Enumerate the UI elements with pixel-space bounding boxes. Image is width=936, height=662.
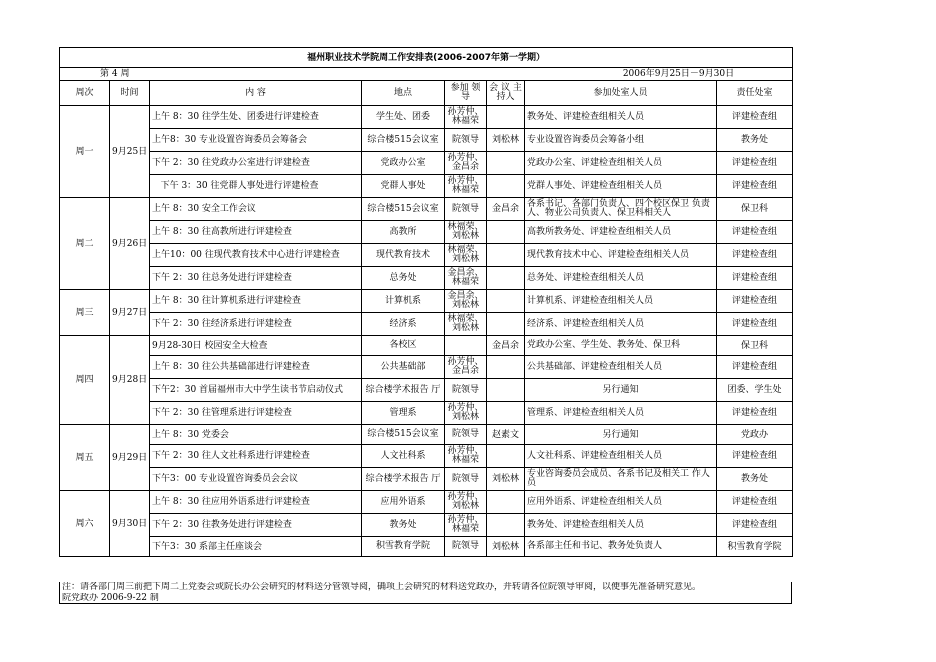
location-cell: 党政办公室 bbox=[362, 152, 445, 175]
host-cell bbox=[487, 221, 525, 244]
participants-cell: 专业设置咨询委员会筹备小组 bbox=[525, 129, 717, 152]
location-cell: 党群人事处 bbox=[362, 175, 445, 198]
participants-cell: 公共基础部、评建检查组相关人员 bbox=[525, 356, 717, 379]
schedule-row bbox=[60, 198, 793, 221]
content-cell: 下午 3：30 往党群人事处进行评建检查 bbox=[150, 175, 362, 198]
schedule-row bbox=[60, 445, 793, 468]
host-cell bbox=[487, 290, 525, 313]
participants-cell: 计算机系、评建检查组相关人员 bbox=[525, 290, 717, 313]
responsible-cell: 教务处 bbox=[717, 129, 793, 152]
page-title: 福州职业技术学院周工作安排表(2006-2007年第一学期） bbox=[60, 48, 793, 68]
participants-cell: 各系书记、各部门负责人、四个校区保卫 负责人、物业公司负责人、保卫科相关人 bbox=[525, 198, 717, 221]
leader-cell: 院领导 bbox=[445, 468, 487, 491]
responsible-cell: 党政办 bbox=[717, 425, 793, 445]
location-cell: 应用外语系 bbox=[362, 491, 445, 514]
schedule-row bbox=[60, 514, 793, 537]
content-cell: 下午 2：30 往人文社科系进行评建检查 bbox=[150, 445, 362, 468]
leader-cell: 孙芳仲、 金昌余 bbox=[445, 152, 487, 175]
location-cell: 公共基础部 bbox=[362, 356, 445, 379]
date-cell: 9月27日 bbox=[110, 290, 150, 336]
participants-cell: 经济系、评建检查组相关人员 bbox=[525, 313, 717, 336]
footer-note-text: 注：请各部门周三前把下周二上党委会或院长办公会研究的材料送分管领导阅，确项上会研究的材料送党政办，并转请各位院领导审阅，以便事先准备研究意见。 bbox=[62, 582, 702, 592]
week-label: 第 4 周 bbox=[60, 68, 150, 81]
leader-cell: 林福荣、 刘松林 bbox=[445, 244, 487, 267]
leader-cell: 院领导 bbox=[445, 379, 487, 402]
leader-cell: 孙芳仲、 刘松林 bbox=[445, 491, 487, 514]
leader-cell: 孙芳仲、 林福荣 bbox=[445, 106, 487, 129]
weekday-cell: 周四 bbox=[60, 336, 110, 425]
leader-cell: 院领导 bbox=[445, 537, 487, 557]
schedule-row bbox=[60, 290, 793, 313]
date-cell: 9月30日 bbox=[110, 491, 150, 557]
date-cell: 9月25日 bbox=[110, 106, 150, 198]
location-cell: 综合楼学术报告 厅 bbox=[362, 379, 445, 402]
date-cell: 9月29日 bbox=[110, 425, 150, 491]
header-weekday: 周次 bbox=[60, 81, 110, 106]
location-cell: 总务处 bbox=[362, 267, 445, 290]
schedule-row bbox=[60, 491, 793, 514]
schedule-row bbox=[60, 152, 793, 175]
content-cell: 下午2：30 首届福州市大中学生读书节启动仪式 bbox=[150, 379, 362, 402]
leader-cell bbox=[445, 336, 487, 356]
responsible-cell: 评建检查组 bbox=[717, 290, 793, 313]
responsible-cell: 评建检查组 bbox=[717, 402, 793, 425]
participants-cell: 人文社科系、评建检查组相关人员 bbox=[525, 445, 717, 468]
header-time: 时间 bbox=[110, 81, 150, 106]
schedule-row bbox=[60, 175, 793, 198]
header-responsible: 责任处室 bbox=[717, 81, 793, 106]
participants-cell: 另行通知 bbox=[525, 379, 717, 402]
content-cell: 上午 8：30 往应用外语系进行评建检查 bbox=[150, 491, 362, 514]
content-cell: 下午 2：30 往党政办公室进行评建检查 bbox=[150, 152, 362, 175]
content-cell: 下午 2：30 往教务处进行评建检查 bbox=[150, 514, 362, 537]
content-cell: 下午 2：30 往经济系进行评建检查 bbox=[150, 313, 362, 336]
weekday-cell: 周二 bbox=[60, 198, 110, 290]
schedule-row bbox=[60, 244, 793, 267]
host-cell: 赵素文 bbox=[487, 425, 525, 445]
host-cell bbox=[487, 313, 525, 336]
leader-cell: 孙芳仲、 林福荣 bbox=[445, 514, 487, 537]
participants-cell: 高教所教务处、评建检查组相关人员 bbox=[525, 221, 717, 244]
content-cell: 下午3：30 系部主任座谈会 bbox=[150, 537, 362, 557]
participants-cell: 总务处、评建检查组相关人员 bbox=[525, 267, 717, 290]
responsible-cell: 评建检查组 bbox=[717, 244, 793, 267]
responsible-cell: 评建检查组 bbox=[717, 514, 793, 537]
responsible-cell: 保卫科 bbox=[717, 336, 793, 356]
host-cell: 刘松林 bbox=[487, 468, 525, 491]
host-cell bbox=[487, 514, 525, 537]
location-cell: 计算机系 bbox=[362, 290, 445, 313]
host-cell: 金昌余 bbox=[487, 198, 525, 221]
location-cell: 综合楼515会议室 bbox=[362, 129, 445, 152]
leader-cell: 林福荣、 刘松林 bbox=[445, 221, 487, 244]
location-cell: 综合楼515会议室 bbox=[362, 198, 445, 221]
host-cell bbox=[487, 402, 525, 425]
responsible-cell: 评建检查组 bbox=[717, 356, 793, 379]
location-cell: 学生处、团委 bbox=[362, 106, 445, 129]
participants-cell: 各系部主任和书记、教务处负责人 bbox=[525, 537, 717, 557]
header-location: 地点 bbox=[362, 81, 445, 106]
schedule-row bbox=[60, 468, 793, 491]
location-cell: 现代教育技术 bbox=[362, 244, 445, 267]
responsible-cell: 评建检查组 bbox=[717, 313, 793, 336]
schedule-row bbox=[60, 106, 793, 129]
schedule-row bbox=[60, 356, 793, 379]
responsible-cell: 评建检查组 bbox=[717, 221, 793, 244]
host-cell: 刘松林 bbox=[487, 129, 525, 152]
leader-cell: 孙芳仲、 林福荣 bbox=[445, 445, 487, 468]
responsible-cell: 保卫科 bbox=[717, 198, 793, 221]
schedule-row bbox=[60, 537, 793, 557]
location-cell: 综合楼515会议室 bbox=[362, 425, 445, 445]
weekday-cell: 周三 bbox=[60, 290, 110, 336]
schedule-row bbox=[60, 425, 793, 445]
schedule-row bbox=[60, 336, 793, 356]
footer-issuer: 院党政办 2006-9-22 制 bbox=[62, 593, 159, 603]
header-row bbox=[60, 81, 793, 106]
host-cell bbox=[487, 175, 525, 198]
content-cell: 下午3：00 专业设置咨询委员会会议 bbox=[150, 468, 362, 491]
host-cell: 刘松林 bbox=[487, 537, 525, 557]
location-cell: 高教所 bbox=[362, 221, 445, 244]
participants-cell: 另行通知 bbox=[525, 425, 717, 445]
location-cell: 教务处 bbox=[362, 514, 445, 537]
footer-note bbox=[59, 582, 792, 604]
leader-cell: 金昌余、 刘松林 bbox=[445, 290, 487, 313]
weekday-cell: 周五 bbox=[60, 425, 110, 491]
responsible-cell: 团委、学生处 bbox=[717, 379, 793, 402]
responsible-cell: 教务处 bbox=[717, 468, 793, 491]
host-cell bbox=[487, 379, 525, 402]
responsible-cell: 评建检查组 bbox=[717, 106, 793, 129]
location-cell: 积雪教育学院 bbox=[362, 537, 445, 557]
leader-cell: 孙芳仲、 刘松林 bbox=[445, 402, 487, 425]
schedule-row bbox=[60, 129, 793, 152]
location-cell: 综合楼学术报告 厅 bbox=[362, 468, 445, 491]
participants-cell: 管理系、评建检查组相关人员 bbox=[525, 402, 717, 425]
leader-cell: 孙芳仲、 林福荣 bbox=[445, 175, 487, 198]
responsible-cell: 评建检查组 bbox=[717, 152, 793, 175]
schedule-row bbox=[60, 221, 793, 244]
participants-cell: 党政办公室、评建检查组相关人员 bbox=[525, 152, 717, 175]
header-leader: 参加 领导 bbox=[445, 81, 487, 106]
host-cell bbox=[487, 267, 525, 290]
schedule-row bbox=[60, 379, 793, 402]
participants-cell: 教务处、评建检查组相关人员 bbox=[525, 514, 717, 537]
responsible-cell: 评建检查组 bbox=[717, 175, 793, 198]
leader-cell: 金昌余、 林福荣 bbox=[445, 267, 487, 290]
host-cell: 金昌余 bbox=[487, 336, 525, 356]
location-cell: 各校区 bbox=[362, 336, 445, 356]
header-host: 会 议 主持人 bbox=[487, 81, 525, 106]
schedule-sheet bbox=[59, 47, 792, 603]
leader-cell: 院领导 bbox=[445, 425, 487, 445]
header-participants: 参加处室人员 bbox=[525, 81, 717, 106]
participants-cell: 党政办公室、学生处、教务处、保卫科 bbox=[525, 336, 717, 356]
location-cell: 管理系 bbox=[362, 402, 445, 425]
leader-cell: 院领导 bbox=[445, 129, 487, 152]
host-cell bbox=[487, 356, 525, 379]
content-cell: 上午 8：30 往高教所进行评建检查 bbox=[150, 221, 362, 244]
location-cell: 人文社科系 bbox=[362, 445, 445, 468]
weekday-cell: 周一 bbox=[60, 106, 110, 198]
date-cell: 9月28日 bbox=[110, 336, 150, 425]
header-content: 内 容 bbox=[150, 81, 362, 106]
schedule-row bbox=[60, 402, 793, 425]
schedule-row bbox=[60, 267, 793, 290]
weekday-cell: 周六 bbox=[60, 491, 110, 557]
participants-cell: 现代教育技术中心、评建检查组相关人员 bbox=[525, 244, 717, 267]
location-cell: 经济系 bbox=[362, 313, 445, 336]
responsible-cell: 评建检查组 bbox=[717, 267, 793, 290]
participants-cell: 专业咨询委员会成员、各系书记及相关工 作人员 bbox=[525, 468, 717, 491]
leader-cell: 林福荣、 刘松林 bbox=[445, 313, 487, 336]
participants-cell: 应用外语系、评建检查组相关人员 bbox=[525, 491, 717, 514]
schedule-table bbox=[59, 47, 793, 557]
content-cell: 下午 2：30 往总务处进行评建检查 bbox=[150, 267, 362, 290]
responsible-cell: 评建检查组 bbox=[717, 445, 793, 468]
date-cell: 9月26日 bbox=[110, 198, 150, 290]
responsible-cell: 积雪教育学院 bbox=[717, 537, 793, 557]
responsible-cell: 评建检查组 bbox=[717, 491, 793, 514]
host-cell bbox=[487, 152, 525, 175]
schedule-row bbox=[60, 313, 793, 336]
content-cell: 上午 8：30 往公共基础部进行评建检查 bbox=[150, 356, 362, 379]
content-cell: 9月28-30日 校园安全大检查 bbox=[150, 336, 362, 356]
content-cell: 上午8：30 专业设置咨询委员会筹备会 bbox=[150, 129, 362, 152]
content-cell: 上午10：00 往现代教育技术中心进行评建检查 bbox=[150, 244, 362, 267]
participants-cell: 党群人事处、评建检查组相关人员 bbox=[525, 175, 717, 198]
host-cell bbox=[487, 106, 525, 129]
content-cell: 上午 8：30 党委会 bbox=[150, 425, 362, 445]
content-cell: 上午 8：30 安全工作会议 bbox=[150, 198, 362, 221]
content-cell: 下午 2：30 往管理系进行评建检查 bbox=[150, 402, 362, 425]
host-cell bbox=[487, 244, 525, 267]
content-cell: 上午 8：30 往计算机系进行评建检查 bbox=[150, 290, 362, 313]
leader-cell: 孙芳仲、 金昌余 bbox=[445, 356, 487, 379]
host-cell bbox=[487, 445, 525, 468]
date-range: 2006年9月25日－9月30日 bbox=[150, 68, 793, 81]
host-cell bbox=[487, 491, 525, 514]
participants-cell: 教务处、评建检查组相关人员 bbox=[525, 106, 717, 129]
leader-cell: 院领导 bbox=[445, 198, 487, 221]
content-cell: 上午 8：30 往学生处、团委进行评建检查 bbox=[150, 106, 362, 129]
